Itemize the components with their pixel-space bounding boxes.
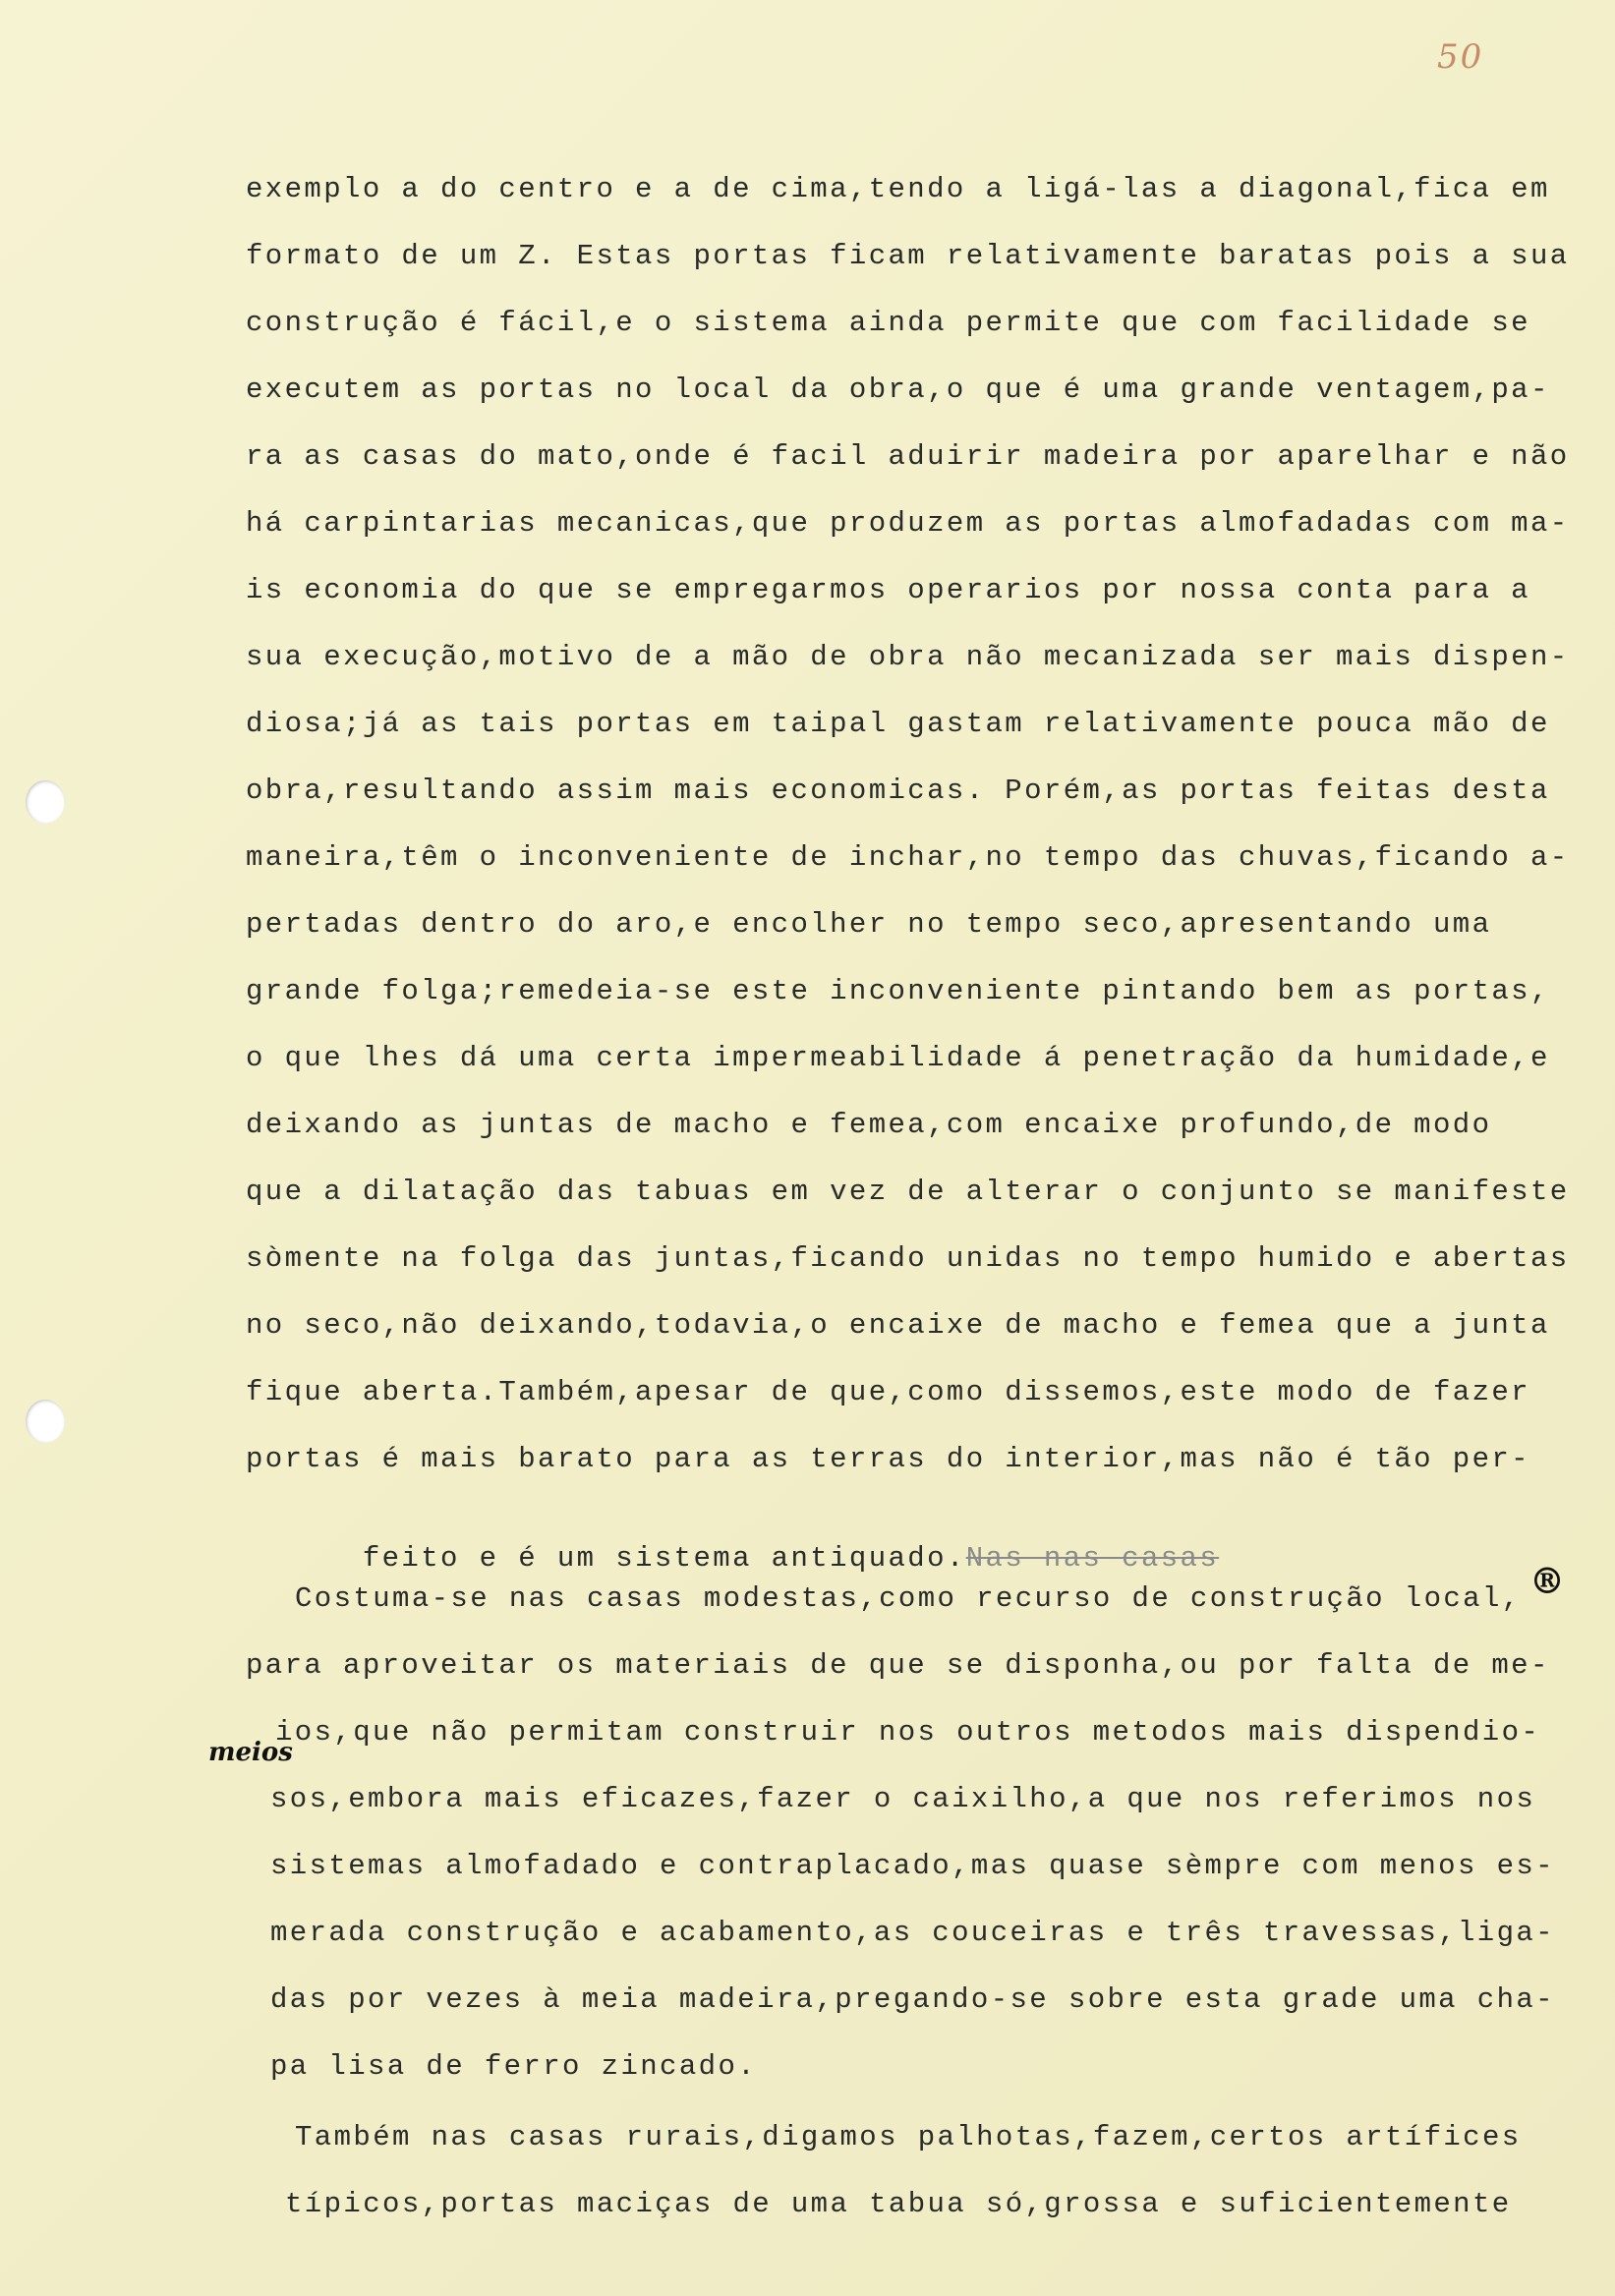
handwritten-margin-note: meios	[208, 1738, 293, 1767]
text-line: sòmente na folga das juntas,ficando unidas no tempo humido e abertas	[246, 1242, 1570, 1275]
text-line: típicos,portas maciças de uma tabua só,grossa e suficientemente	[285, 2188, 1512, 2220]
text-line: maneira,têm o inconveniente de inchar,no tempo das chuvas,ficando a-	[246, 841, 1570, 874]
handwritten-symbol: ®	[1529, 1561, 1565, 1602]
text-line: deixando as juntas de macho e femea,com encaixe profundo,de modo	[246, 1109, 1492, 1141]
text-line: pa lisa de ferro zincado.	[270, 2050, 758, 2083]
text-line: construção é fácil,e o sistema ainda permite que com facilidade se	[246, 307, 1530, 339]
text-line: o que lhes dá uma certa impermeabilidade á penetração da humidade,e	[246, 1042, 1550, 1074]
text-line: sos,embora mais eficazes,fazer o caixilho,a que nos referimos nos	[270, 1783, 1536, 1815]
text-line: merada construção e acabamento,as couceiras e três travessas,liga-	[270, 1917, 1555, 1949]
paragraph-start-line: Também nas casas rurais,digamos palhotas,fazem,certos artífices	[295, 2121, 1522, 2153]
text-line: diosa;já as tais portas em taipal gastam relativamente pouca mão de	[246, 708, 1550, 740]
punch-hole-bottom	[26, 1400, 65, 1443]
text-line: sistemas almofadado e contraplacado,mas quase sèmpre com menos es-	[270, 1850, 1555, 1882]
text-line: das por vezes à meia madeira,pregando-se sobre esta grade uma cha-	[270, 1983, 1555, 2016]
text-line: ios,que não permitam construir nos outros metodos mais dispendio-	[275, 1716, 1541, 1749]
text-line: ra as casas do mato,onde é facil aduirir madeira por aparelhar e não	[246, 440, 1570, 473]
text-line: há carpintarias mecanicas,que produzem as portas almofadadas com ma-	[246, 507, 1570, 540]
text-line: grande folga;remedeia-se este inconveniente pintando bem as portas,	[246, 975, 1550, 1007]
text-line: pertadas dentro do aro,e encolher no tempo seco,apresentando uma	[246, 908, 1492, 941]
text-line: is economia do que se empregarmos operarios por nossa conta para a	[246, 574, 1530, 606]
text-line: portas é mais barato para as terras do interior,mas não é tão per-	[246, 1443, 1530, 1475]
text-line: no seco,não deixando,todavia,o encaixe de macho e femea que a junta	[246, 1309, 1550, 1342]
page-number: 50	[1437, 37, 1484, 77]
text-line: que a dilatação das tabuas em vez de alterar o conjunto se manifeste	[246, 1176, 1570, 1208]
text-line: executem as portas no local da obra,o que é uma grande ventagem,pa-	[246, 373, 1550, 406]
text-line: exemplo a do centro e a de cima,tendo a ligá-las a diagonal,fica em	[246, 173, 1550, 205]
text-line: para aproveitar os materiais de que se disponha,ou por falta de me-	[246, 1649, 1550, 1682]
text-line: sua execução,motivo de a mão de obra não mecanizada ser mais dispen-	[246, 641, 1570, 673]
text-line: fique aberta.Também,apesar de que,como dissemos,este modo de fazer	[246, 1376, 1530, 1408]
struck-text: Nas nas casas	[965, 1542, 1220, 1575]
text-line: formato de um Z. Estas portas ficam relativamente baratas pois a sua	[246, 240, 1570, 272]
text-line: obra,resultando assim mais economicas. Porém,as portas feitas desta	[246, 775, 1550, 807]
text-line-segment: feito e é um sistema antiquado.	[362, 1542, 966, 1575]
punch-hole-top	[26, 780, 65, 824]
paragraph-start-line: Costuma-se nas casas modestas,como recurso de construção local,	[295, 1582, 1522, 1615]
